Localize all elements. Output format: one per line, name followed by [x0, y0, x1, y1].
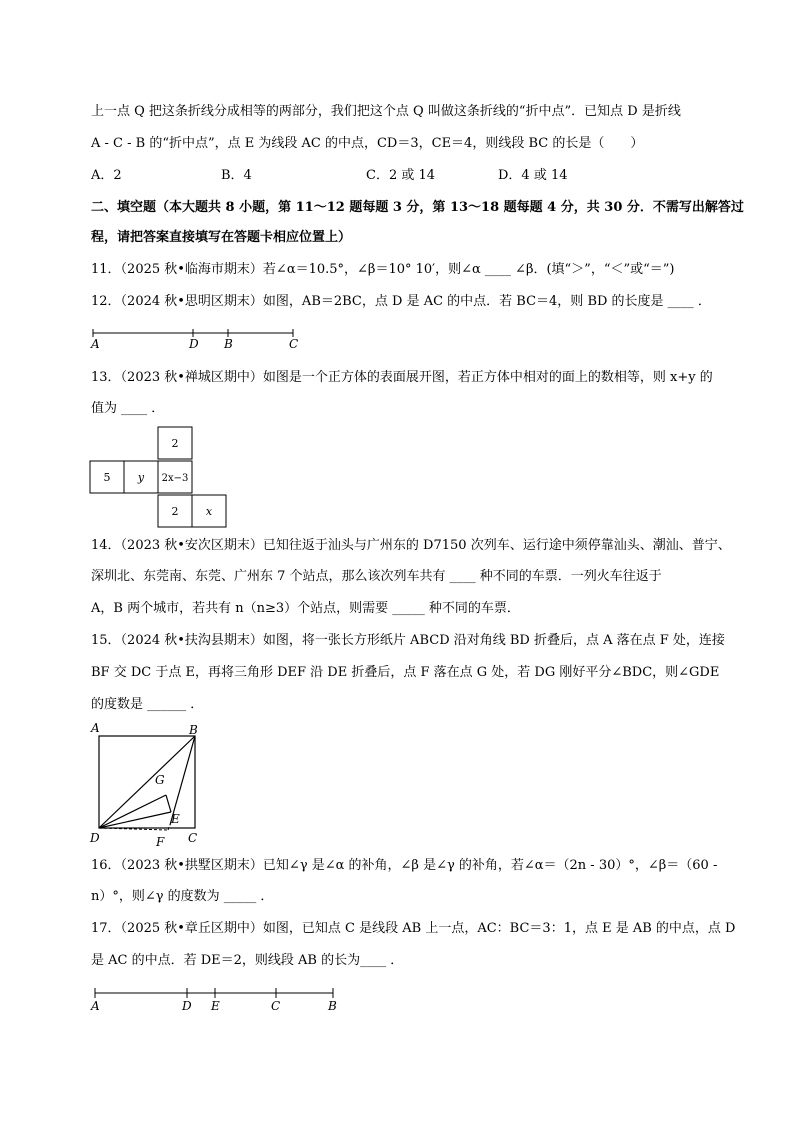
q13-line2: 值为 ____ ．	[91, 401, 165, 416]
q15-label-c: C	[188, 831, 198, 845]
q13-cell-top-text: 2	[171, 437, 179, 450]
q15-label-e: E	[171, 812, 180, 826]
q17-label-c: C	[271, 999, 281, 1013]
q10-option-d: D．4 或 14	[498, 168, 568, 183]
q15-label-b: B	[189, 723, 198, 737]
q15-line1: 15．（2024 秋•扶沟县期末）如图，将一张长方形纸片 ABCD 沿对角线 BD 折叠后，点 A 落在点 F 处，连接	[91, 633, 725, 648]
q11-text: 11．（2025 秋•临海市期末）若∠α＝10.5°，∠β＝10° 10′，则∠α ____ ∠β．(填“＞”，“＜”或“＝”)	[91, 262, 675, 277]
q15-fold-figure	[88, 718, 218, 848]
q10-option-a: A．2	[91, 168, 122, 183]
q17-line1: 17．（2025 秋•章丘区期中）如图，已知点 C 是线段 AB 上一点，AC：BC＝3：1，点 E 是 AB 的中点，点 D	[91, 921, 736, 936]
q12-label-c: C	[289, 337, 299, 351]
q14-line2: 深圳北、东莞南、东莞、广州东 7 个站点，那么该次列车共有 ____ 种不同的车票．一列火车往返于	[91, 569, 662, 584]
q12-label-b: B	[224, 337, 233, 351]
q17-label-b: B	[328, 999, 337, 1013]
q15-segment-ge	[166, 795, 171, 812]
q17-label-e: E	[211, 999, 220, 1013]
q14-line3: A，B 两个城市，若共有 n（n≥3）个站点，则需要 _____ 种不同的车票．	[91, 601, 520, 616]
q10-option-b: B．4	[221, 168, 252, 183]
q13-cell-5-text: 5	[103, 471, 111, 484]
q15-label-d: D	[90, 831, 100, 845]
q13-cube-net	[89, 425, 229, 529]
q13-cell-bottom-2-text: 2	[171, 505, 179, 518]
section2-heading-line2: 程，请把答案直接填写在答题卡相应位置上）	[91, 230, 352, 245]
q15-segment-dg-upper	[99, 812, 171, 828]
q10-line2: A - C - B 的“折中点”，点 E 为线段 AC 的中点，CD＝3，CE＝4，则线段 BC 的长是（ ）	[91, 136, 644, 151]
q15-label-a: A	[91, 721, 100, 735]
q15-line2: BF 交 DC 于点 E，再将三角形 DEF 沿 DE 折叠后，点 F 落在点 G 处，若 DG 刚好平分∠BDC，则∠GDE	[91, 665, 720, 680]
section2-heading-line1: 二、填空题（本大题共 8 小题，第 11～12 题每题 3 分，第 13～18 题每题 4 分，共 30 分．不需写出解答过	[91, 200, 744, 215]
q15-label-g: G	[155, 773, 165, 787]
q17-label-a: A	[91, 999, 100, 1013]
q13-cell-2x3-text: 2x−3	[161, 473, 189, 484]
q16-line2: n）°，则∠γ 的度数为 _____ ．	[91, 889, 274, 904]
q14-line1: 14．（2023 秋•安次区期末）已知往返于汕头与广州东的 D7150 次列车、运行途中须停靠汕头、潮汕、普宁、	[91, 538, 731, 553]
q17-line2: 是 AC 的中点．若 DE＝2，则线段 AB 的长为____ ．	[91, 953, 404, 968]
q10-line1: 上一点 Q 把这条折线分成相等的两部分，我们把这个点 Q 叫做这条折线的“折中点”．已知点 D 是折线	[91, 104, 681, 119]
q15-label-f: F	[156, 835, 165, 849]
q16-line1: 16．（2023 秋•拱墅区期末）已知∠γ 是∠α 的补角，∠β 是∠γ 的补角，若∠α＝（2n - 30）°，∠β＝（60 -	[91, 858, 718, 873]
q17-label-d: D	[182, 999, 192, 1013]
q15-segment-dg	[99, 795, 166, 828]
q17-segment-figure	[90, 987, 350, 1017]
q13-line1: 13．（2023 秋•禅城区期中）如图是一个正方体的表面展开图，若正方体中相对的面上的数相等，则 x+y 的	[91, 370, 713, 385]
q12-label-d: D	[189, 337, 199, 351]
q12-segment-figure	[90, 327, 300, 353]
q15-diagonal-bd	[99, 736, 195, 828]
q12-text: 12．（2024 秋•思明区期末）如图，AB＝2BC，点 D 是 AC 的中点．若 BC＝4，则 BD 的长度是 ____ ．	[91, 294, 711, 309]
q13-cell-y-text: y	[137, 471, 145, 484]
q12-label-a: A	[91, 337, 100, 351]
q13-cell-x-text: x	[205, 505, 213, 518]
q10-option-c: C．2 或 14	[366, 168, 436, 183]
q15-line3: 的度数是 ______ ．	[91, 697, 204, 712]
